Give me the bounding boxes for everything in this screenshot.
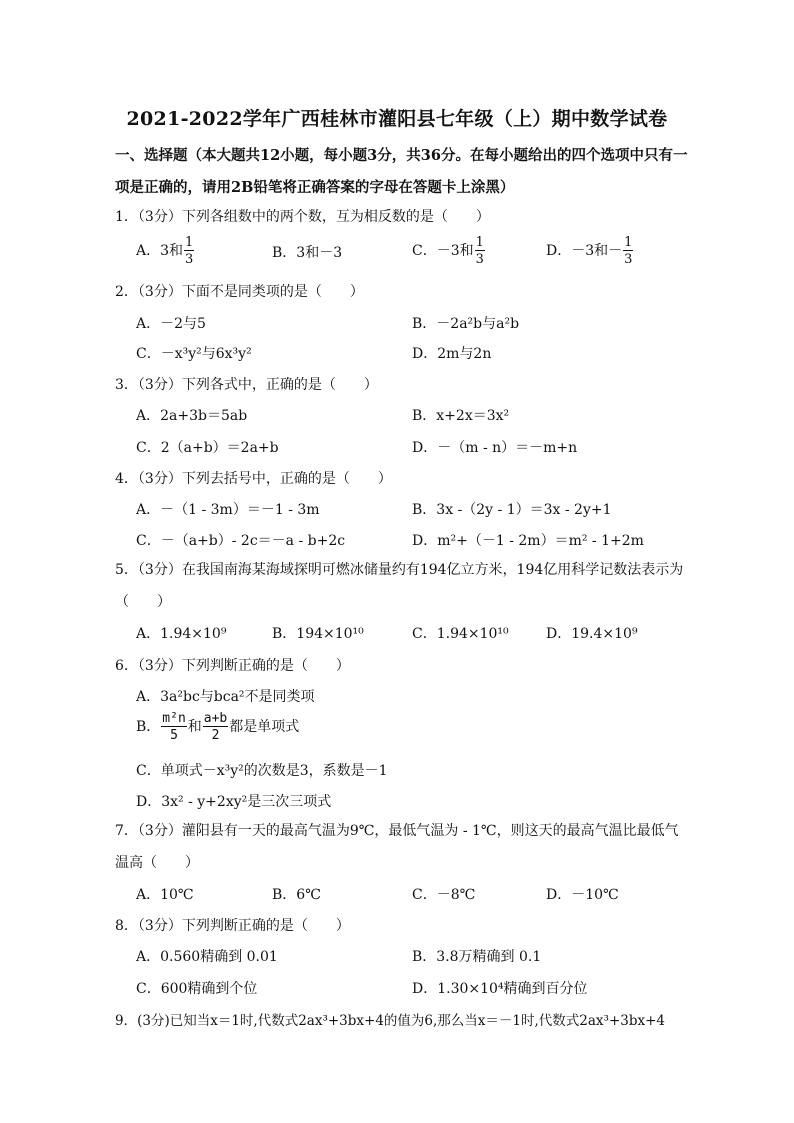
question-4-option-b: B．3x -（2y - 1）＝3x - 2y+1 [412, 502, 612, 518]
question-6-option-a: A．3a²bc与bca²不是同类项 [136, 689, 315, 705]
numerator: 1 [185, 235, 194, 250]
fraction [623, 236, 633, 266]
question-5-option-d: D．19.4×10⁹ [546, 626, 638, 642]
question-3-option-d: D．－（m - n）＝－m+n [412, 440, 578, 456]
question-6-stem: 6．（3分）下列判断正确的是（ ） [115, 658, 350, 674]
fraction [184, 236, 194, 266]
numerator: a+b [203, 711, 228, 726]
question-4-option-a: A．－（1 - 3m）＝－1 - 3m [136, 502, 320, 518]
denominator: 3 [624, 252, 633, 267]
question-8-option-d: D．1.30×10⁴精确到百分位 [412, 981, 588, 997]
denominator: 5 [170, 728, 178, 743]
numerator: 1 [475, 235, 484, 250]
question-2-stem: 2．（3分）下面不是同类项的是（ ） [115, 284, 364, 300]
option-text: D．－3和－ [546, 243, 623, 259]
fraction [203, 712, 228, 742]
question-8-stem: 8．（3分）下列判断正确的是（ ） [115, 918, 350, 934]
question-1-option-d [546, 236, 634, 266]
question-5-option-c: C．1.94×10¹⁰ [412, 626, 509, 642]
question-3-option-c: C．2（a+b）＝2a+b [136, 440, 279, 456]
fraction [475, 236, 485, 266]
section-heading: 一、选择题（本大题共12小题，每小题3分，共36分。在每小题给出的四个选项中只有一项是正确的，请用2B铅笔将正确答案的字母在答题卡上涂黑） [115, 147, 688, 196]
question-3-option-b: B．x+2x＝3x² [412, 408, 510, 424]
question-1-option-c [412, 236, 486, 266]
question-2-option-d: D．2m与2n [412, 346, 492, 362]
question-2-option-a: A．－2与5 [136, 316, 206, 332]
question-2-option-c: C．－x³y²与6x³y² [136, 346, 252, 362]
question-1-option-a [136, 236, 195, 266]
question-3-stem: 3．（3分）下列各式中，正确的是（ ） [115, 377, 378, 393]
option-text: 都是单项式 [229, 719, 300, 735]
question-5-stem: 5．（3分）在我国南海某海域探明可燃冰储量约有194亿立方米，194亿用科学记数法表示为（ ） [115, 562, 684, 610]
question-3-option-a: A．2a+3b＝5ab [136, 408, 248, 424]
fraction [161, 712, 186, 742]
question-6-option-d: D．3x² - y+2xy²是三次三项式 [136, 794, 332, 810]
question-8-option-b: B．3.8万精确到 0.1 [412, 949, 542, 965]
option-text: B． [136, 719, 161, 735]
numerator: 1 [624, 235, 633, 250]
question-6-option-b [136, 712, 299, 742]
question-1-option-b: B．3和－3 [272, 245, 343, 261]
option-text: C．－3和 [412, 243, 474, 259]
question-7-option-b: B．6℃ [272, 887, 321, 903]
question-8-option-a: A．0.560精确到 0.01 [136, 949, 278, 965]
question-9-stem: 9．(3分)已知当x＝1时,代数式2ax³+3bx+4的值为6,那么当x＝－1时,代数式2ax³+3bx+4 [115, 1013, 666, 1029]
question-4-stem: 4．（3分）下列去括号中，正确的是（ ） [115, 471, 392, 487]
question-7-option-a: A．10℃ [136, 887, 194, 903]
question-8-option-c: C．600精确到个位 [136, 981, 258, 997]
question-4-option-d: D．m²+（－1 - 2m）＝m² - 1+2m [412, 533, 644, 549]
question-7-option-d: D．－10℃ [546, 887, 619, 903]
option-text: 和 [187, 719, 202, 735]
question-5-option-b: B．194×10¹⁰ [272, 626, 364, 642]
option-text: A．3和 [136, 243, 184, 259]
question-7-option-c: C．－8℃ [412, 887, 476, 903]
question-7-stem: 7．（3分）灌阳县有一天的最高气温为9℃，最低气温为 - 1℃，则这天的最高气温比最低气温高（ ） [115, 823, 679, 871]
question-5-option-a: A．1.94×10⁹ [136, 626, 227, 642]
denominator: 3 [475, 252, 484, 267]
page-title: 2021-2022学年广西桂林市灌阳县七年级（上）期中数学试卷 [126, 108, 668, 130]
question-6-option-c: C．单项式－x³y²的次数是3，系数是－1 [136, 763, 388, 779]
denominator: 3 [185, 252, 194, 267]
question-1-stem: 1．（3分）下列各组数中的两个数，互为相反数的是（ ） [115, 209, 490, 225]
denominator: 2 [211, 728, 220, 743]
question-4-option-c: C．－（a+b）- 2c＝－a - b+2c [136, 533, 346, 549]
numerator: m²n [162, 711, 186, 726]
question-2-option-b: B．－2a²b与a²b [412, 316, 520, 332]
